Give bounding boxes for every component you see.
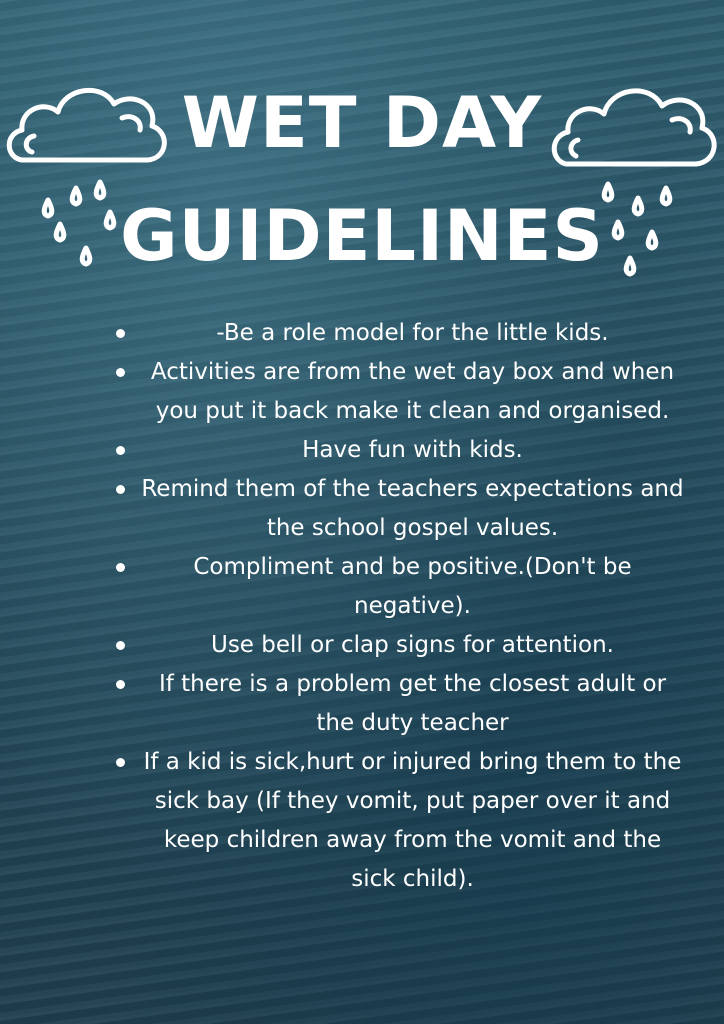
guideline-item: Activities are from the wet day box and when you put it back make it clean and organised. [110, 353, 685, 431]
guideline-item: Use bell or clap signs for attention. [110, 626, 685, 665]
guideline-item: Remind them of the teachers expectations and the school gospel values. [110, 470, 685, 548]
guideline-item: Have fun with kids. [110, 431, 685, 470]
title-line-2: GUIDELINES [120, 195, 604, 277]
title-line-1: WET DAY [181, 82, 543, 164]
guidelines-list [110, 314, 685, 899]
guideline-item: -Be a role model for the little kids. [110, 314, 685, 353]
guideline-item: If there is a problem get the closest adult or the duty teacher [110, 665, 685, 743]
guideline-item: Compliment and be positive.(Don't be negative). [110, 548, 685, 626]
guideline-item: If a kid is sick,hurt or injured bring them to the sick bay (If they vomit, put paper over it and keep children away from the vomit and the sick child). [110, 743, 685, 899]
